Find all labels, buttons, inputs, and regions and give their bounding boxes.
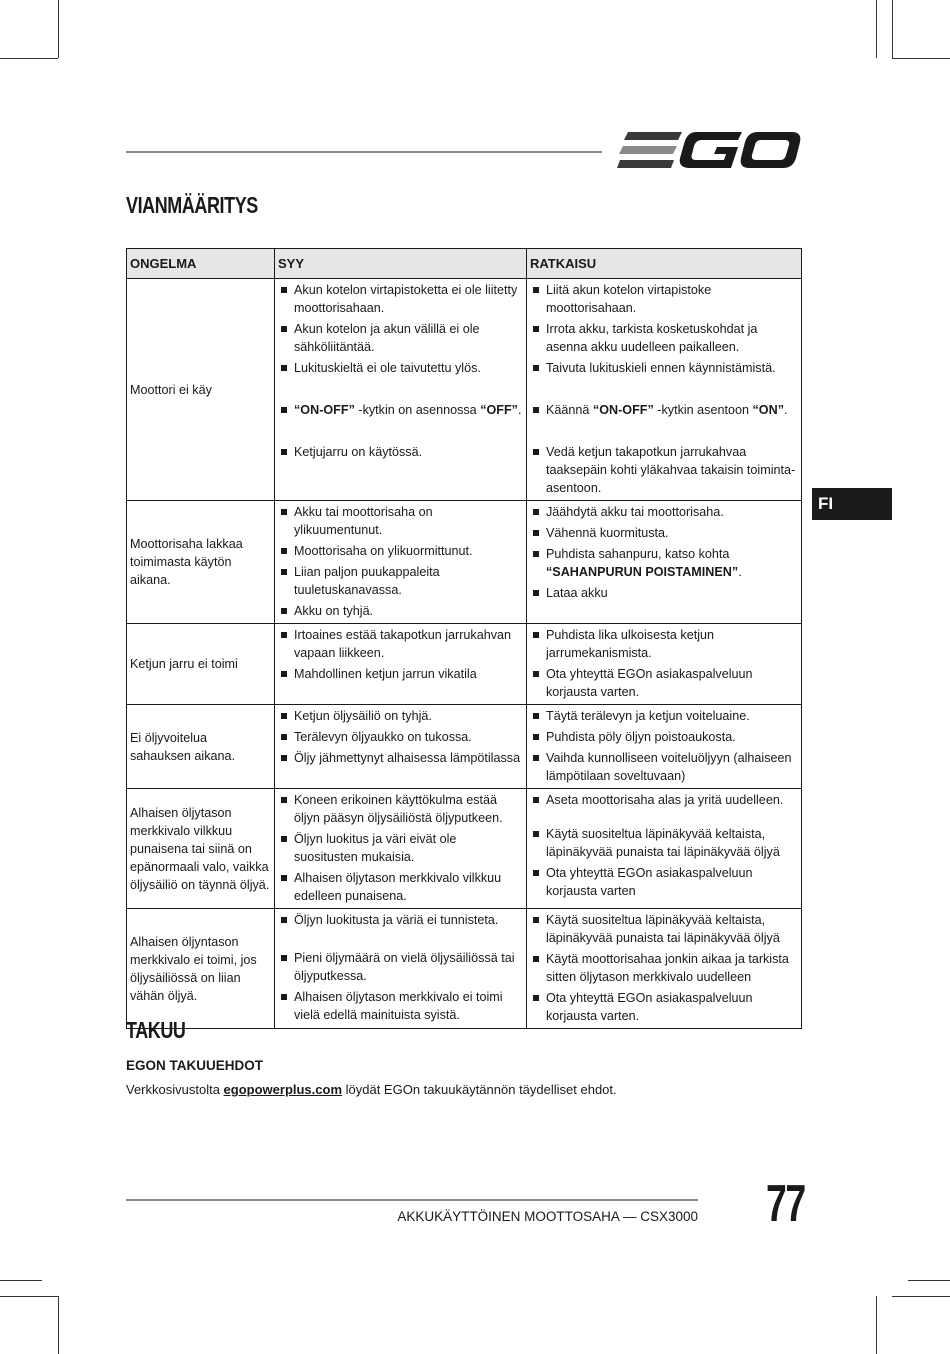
crop-mark: [908, 1280, 950, 1281]
problem-cell: Moottorisaha lakkaa toimimasta käytön aikana.: [127, 501, 275, 624]
website-link[interactable]: egopowerplus.com: [223, 1082, 343, 1097]
table-row: [127, 789, 802, 909]
solution-cell: [527, 279, 802, 501]
cause-item: Liian paljon puukappaleita tuuletuskanavassa.: [279, 563, 523, 599]
cause-item: Irtoaines estää takapotkun jarrukahvan vapaan liikkeen.: [279, 626, 523, 662]
table-row: [127, 909, 802, 1029]
solution-item: Liitä akun kotelon virtapistoke moottorisahaan.: [531, 281, 798, 317]
solution-item: Lataa akku: [531, 584, 798, 602]
solution-cell: [527, 501, 802, 624]
crop-mark: [892, 1296, 950, 1297]
solution-item: Käytä suositeltua läpinäkyvää keltaista, läpinäkyvää punaista tai läpinäkyvää öljyä: [531, 825, 798, 861]
column-header-cause: SYY: [275, 249, 527, 279]
solution-item: Ota yhteyttä EGOn asiakaspalveluun korjausta varten: [531, 864, 798, 900]
problem-cell: Moottori ei käy: [127, 279, 275, 501]
cause-item: Koneen erikoinen käyttökulma estää öljyn pääsyn öljysäiliöstä öljyputkeen.: [279, 791, 523, 827]
problem-cell: Alhaisen öljytason merkkivalo vilkkuu punaisena tai siinä on epänormaali valo, vaikka öljysäiliö on täynnä öljyä.: [127, 789, 275, 909]
table-row: [127, 705, 802, 789]
crop-mark: [892, 0, 893, 58]
solution-item: Puhdista lika ulkoisesta ketjun jarrumekanismista.: [531, 626, 798, 662]
crop-mark: [0, 58, 58, 59]
solution-cell: [527, 909, 802, 1029]
solution-item: Jäähdytä akku tai moottorisaha.: [531, 503, 798, 521]
warranty-text-after: löydät EGOn takuukäytännön täydelliset ehdot.: [342, 1082, 617, 1097]
cause-item: Alhaisen öljytason merkkivalo ei toimi vielä edellä mainituista syistä.: [279, 988, 523, 1024]
problem-cell: Alhaisen öljyntason merkkivalo ei toimi, jos öljysäiliössä on liian vähän öljyä.: [127, 909, 275, 1029]
cause-item: Pieni öljymäärä on vielä öljysäiliössä tai öljyputkessa.: [279, 949, 523, 985]
table-header-row: [127, 249, 802, 279]
solution-item: Irrota akku, tarkista kosketuskohdat ja asenna akku uudelleen paikalleen.: [531, 320, 798, 356]
crop-mark: [0, 1280, 42, 1281]
language-tab: FI: [812, 488, 892, 520]
solution-item: Käytä moottorisahaa jonkin aikaa ja tarkista sitten öljytason merkkivalo uudelleen: [531, 950, 798, 986]
header-rule: [126, 151, 602, 153]
cause-cell: [275, 624, 527, 705]
table-row: [127, 501, 802, 624]
solution-item: Vedä ketjun takapotkun jarrukahvaa taaksepäin kohti yläkahvaa takaisin toiminta-asentoon.: [531, 443, 798, 497]
ego-logo-icon: [616, 128, 802, 174]
crop-mark: [892, 58, 950, 59]
solution-item: Taivuta lukituskieli ennen käynnistämistä.: [531, 359, 798, 377]
warranty-subtitle: EGON TAKUUEHDOT: [126, 1058, 263, 1073]
cause-cell: [275, 501, 527, 624]
table-row: [127, 279, 802, 501]
cause-cell: [275, 705, 527, 789]
solution-item: Vaihda kunnolliseen voiteluöljyyn (alhaiseen lämpötilaan soveltuvaan): [531, 749, 798, 785]
solution-item: Täytä terälevyn ja ketjun voiteluaine.: [531, 707, 798, 725]
cause-cell: [275, 909, 527, 1029]
solution-item: Ota yhteyttä EGOn asiakaspalveluun korjausta varten.: [531, 665, 798, 701]
cause-item: Alhaisen öljytason merkkivalo vilkkuu edelleen punaisena.: [279, 869, 523, 905]
cause-item: Ketjun öljysäiliö on tyhjä.: [279, 707, 523, 725]
solution-cell: [527, 624, 802, 705]
solution-item: Aseta moottorisaha alas ja yritä uudelleen.: [531, 791, 798, 809]
troubleshooting-table: [126, 248, 802, 1029]
cause-item: Terälevyn öljyaukko on tukossa.: [279, 728, 523, 746]
warranty-text: [126, 1082, 617, 1097]
crop-mark: [58, 0, 59, 58]
solution-item: Käytä suositeltua läpinäkyvää keltaista, läpinäkyvää punaista tai läpinäkyvää öljyä: [531, 911, 798, 947]
solution-item: Puhdista pöly öljyn poistoaukosta.: [531, 728, 798, 746]
warranty-text-before: Verkkosivustolta: [126, 1082, 224, 1097]
cause-item: Akun kotelon virtapistoketta ei ole liitetty moottorisahaan.: [279, 281, 523, 317]
cause-item: Mahdollinen ketjun jarrun vikatila: [279, 665, 523, 683]
footer-rule: [126, 1199, 698, 1201]
solution-item: Vähennä kuormitusta.: [531, 524, 798, 542]
column-header-problem: ONGELMA: [127, 249, 275, 279]
cause-item: Lukituskieltä ei ole taivutettu ylös.: [279, 359, 523, 377]
cause-item: Öljyn luokitusta ja väriä ei tunnisteta.: [279, 911, 523, 929]
cause-item: “ON-OFF” -kytkin on asennossa “OFF”.: [279, 401, 523, 419]
solution-item: Käännä “ON-OFF” -kytkin asentoon “ON”.: [531, 401, 798, 419]
crop-mark: [876, 0, 877, 58]
solution-cell: [527, 789, 802, 909]
footer-product-name: AKKUKÄYTTÖINEN MOOTTOSAHA — CSX3000: [397, 1209, 698, 1224]
solution-item: Puhdista sahanpuru, katso kohta “SAHANPURUN POISTAMINEN”.: [531, 545, 798, 581]
column-header-solution: RATKAISU: [527, 249, 802, 279]
crop-mark: [58, 1296, 59, 1354]
cause-item: Moottorisaha on ylikuormittunut.: [279, 542, 523, 560]
cause-cell: [275, 279, 527, 501]
table-row: [127, 624, 802, 705]
cause-item: Akun kotelon ja akun välillä ei ole sähköliitäntää.: [279, 320, 523, 356]
problem-cell: Ketjun jarru ei toimi: [127, 624, 275, 705]
warranty-title: TAKUU: [126, 1017, 186, 1043]
solution-item: Ota yhteyttä EGOn asiakaspalveluun korjausta varten.: [531, 989, 798, 1025]
crop-mark: [876, 1296, 877, 1354]
problem-cell: Ei öljyvoitelua sahauksen aikana.: [127, 705, 275, 789]
solution-cell: [527, 705, 802, 789]
cause-item: Öljyn luokitus ja väri eivät ole suositusten mukaisia.: [279, 830, 523, 866]
cause-item: Akku tai moottorisaha on ylikuumentunut.: [279, 503, 523, 539]
cause-item: Öljy jähmettynyt alhaisessa lämpötilassa: [279, 749, 523, 767]
cause-cell: [275, 789, 527, 909]
cause-item: Ketjujarru on käytössä.: [279, 443, 523, 461]
section-title: VIANMÄÄRITYS: [126, 192, 258, 218]
cause-item: Akku on tyhjä.: [279, 602, 523, 620]
crop-mark: [0, 1296, 58, 1297]
page-number: 77: [766, 1175, 805, 1233]
